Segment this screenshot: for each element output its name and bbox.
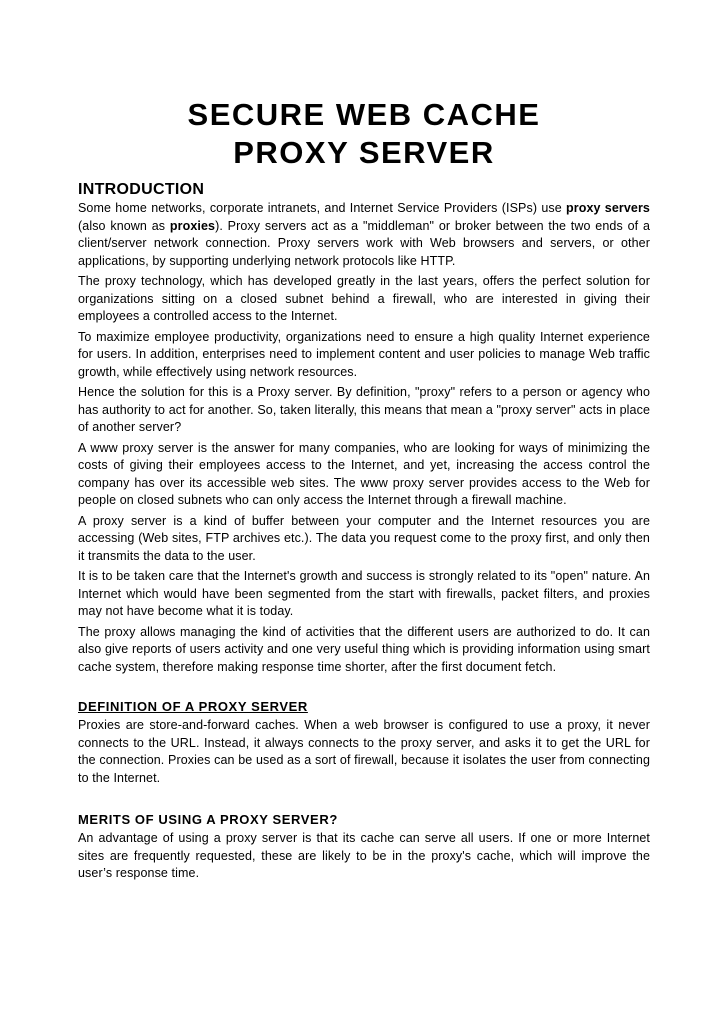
intro-paragraph-7: It is to be taken care that the Internet's growth and success is strongly related to its "open" nature. An Internet which would have been segmented from the start with firewalls, packet filters, and proxies may not have become what it is today.: [78, 569, 650, 618]
intro-paragraph-4: Hence the solution for this is a Proxy server. By definition, "proxy" refers to a person or agency who has authority to act for another. So, taken literally, this means that mean a "proxy server" acts in place of another server?: [78, 385, 650, 434]
title-line-2: PROXY SERVER: [233, 135, 495, 170]
intro-p1-bold-proxy-servers: proxy servers: [566, 201, 650, 215]
definition-paragraph-1: Proxies are store-and-forward caches. When a web browser is configured to use a proxy, it never connects to the URL. Instead, it always connects to the proxy server, and asks it to get the URL for the connection. Proxies can be used as a sort of firewall, because it isolates the user from connecting to the Internet.: [78, 718, 650, 785]
intro-paragraph-3: To maximize employee productivity, organizations need to ensure a high quality Internet experience for users. In addition, enterprises need to implement content and user policies to manage Web traffic growth, while effectively using network resources.: [78, 329, 650, 379]
merits-heading: MERITS OF USING A PROXY SERVER?: [78, 812, 338, 827]
document-title: [78, 96, 650, 172]
intro-paragraph-6: A proxy server is a kind of buffer between your computer and the Internet resources you are accessing (Web sites, FTP archives etc.). The data you request come to the proxy first, and only then it transmits the data to the user.: [78, 513, 650, 563]
section-spacer: [78, 679, 650, 697]
intro-paragraph-2: The proxy technology, which has developed greatly in the last years, offers the perfect solution for organizations sitting on a closed subnet behind a firewall, who are interested in giving their employees a controlled access to the Internet.: [78, 274, 650, 323]
intro-p1-text-c: (also known as: [78, 218, 170, 233]
definition-heading: DEFINITION OF A PROXY SERVER: [78, 699, 308, 714]
introduction-section: [78, 180, 650, 676]
intro-p1-text-d: ). Proxy servers act as a "middleman" or broker between the two ends of a client/server network connection. Proxy servers work with Web browsers and servers, or other applications, by supporting underlying network protocols like HTTP.: [78, 218, 650, 268]
section-spacer: [78, 790, 650, 810]
intro-p1-text-a: Some home networks, corporate intranets, and Internet Service Providers (ISPs) use: [78, 201, 567, 215]
intro-p1-bold-proxies: proxies: [169, 218, 216, 233]
merits-paragraph-1: An advantage of using a proxy server is that its cache can serve all users. If one or more Internet sites are frequently requested, these are likely to be in the proxy's cache, which will improve the user’s response time.: [78, 831, 650, 880]
introduction-heading: INTRODUCTION: [78, 181, 205, 198]
intro-paragraph-1: [78, 200, 650, 270]
intro-paragraph-5: A www proxy server is the answer for many companies, who are looking for ways of minimizing the costs of giving their employees access to the Internet, and yet, increasing the access control the company has over its accessible web sites. The www proxy server provides access to the Web for people on closed subnets who can only access the Internet through a firewall machine.: [78, 440, 650, 507]
document-page: [78, 96, 650, 886]
merits-section: [78, 810, 650, 883]
title-line-1: SECURE WEB CACHE: [187, 97, 541, 132]
intro-paragraph-8: The proxy allows managing the kind of activities that the different users are authorized to do. It can also give reports of users activity and one very useful thing which is providing information using smart cache system, therefore making response time shorter, after the first document fetch.: [78, 624, 650, 674]
definition-section: [78, 697, 650, 787]
